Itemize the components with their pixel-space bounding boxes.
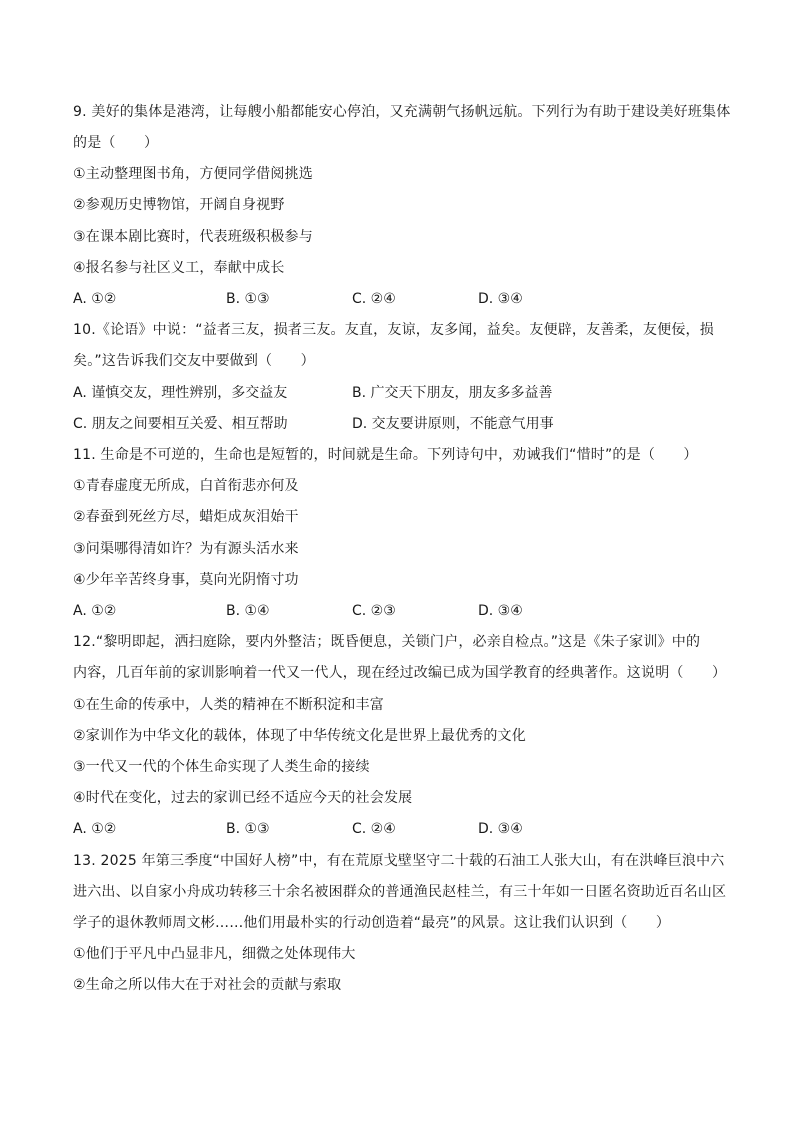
statement: ②生命之所以伟大在于对社会的贡献与索取 [73,977,342,993]
option-d: D. ③④ [478,291,523,307]
option-d: D. 交友要讲原则，不能意气用事 [352,416,554,432]
option-b: B. ①④ [226,603,270,619]
question-stem-line: 9. 美好的集体是港湾，让每艘小船都能安心停泊，又充满朝气扬帆远航。下列行为有助于建设美好班集体 [73,104,731,120]
statement: ①青春虚度无所成，白首衔悲亦何及 [73,478,299,494]
statement: ③一代又一代的个体生命实现了人类生命的接续 [73,759,370,775]
option-b: B. ①③ [226,821,270,837]
option-a: A. ①② [73,291,117,307]
question-stem-line: 内容，几百年前的家训影响着一代又一代人，现在经过改编已成为国学教育的经典著作。这说明（ ） [73,665,727,681]
option-a: A. ①② [73,603,117,619]
question-stem-line: 矣。”这告诉我们交友中要做到（ ） [73,353,315,369]
statement: ①他们于平凡中凸显非凡，细微之处体现伟大 [73,946,356,962]
option-b: B. ①③ [226,291,270,307]
option-c: C. 朋友之间要相互关爱、相互帮助 [73,416,288,432]
option-c: C. ②③ [352,603,396,619]
option-a: A. ①② [73,821,117,837]
question-stem-line: 13. 2025 年第三季度“中国好人榜”中，有在荒原戈壁坚守二十载的石油工人张大山，有在洪峰巨浪中六 [73,853,725,869]
option-b: B. 广交天下朋友，朋友多多益善 [352,385,553,401]
option-d: D. ③④ [478,603,523,619]
question-stem-line: 10.《论语》中说：“益者三友，损者三友。友直，友谅，友多闻，益矣。友便辟，友善柔，友便佞，损 [73,322,714,338]
statement: ③在课本剧比赛时，代表班级积极参与 [73,229,313,245]
question-stem-line: 的是（ ） [73,135,159,151]
question-stem-line: 12.“黎明即起，洒扫庭除，要内外整洁；既昏便息，关锁门户，必亲自检点。”这是《朱子家训》中的 [73,634,701,650]
question-stem-line: 进六出、以自家小舟成功转移三十余名被困群众的普通渔民赵桂兰，有三十年如一日匿名资助近百名山区 [73,884,727,900]
statement: ②家训作为中华文化的载体，体现了中华传统文化是世界上最优秀的文化 [73,728,526,744]
question-stem-line: 学子的退休教师周文彬……他们用最朴实的行动创造着“最亮”的风景。这让我们认识到（ ） [73,915,671,931]
statement: ②参观历史博物馆，开阔自身视野 [73,197,285,213]
option-a: A. 谨慎交友，理性辨别，多交益友 [73,385,288,401]
statement: ①主动整理图书角，方便同学借阅挑选 [73,166,313,182]
option-d: D. ③④ [478,821,523,837]
statement: ③问渠哪得清如许？为有源头活水来 [73,541,299,557]
question-stem-line: 11. 生命是不可逆的，生命也是短暂的，时间就是生命。下列诗句中，劝诫我们“惜时”的是（ ） [73,447,698,463]
statement: ④少年辛苦终身事，莫向光阴惰寸功 [73,572,299,588]
statement: ①在生命的传承中，人类的精神在不断积淀和丰富 [73,697,384,713]
statement: ④时代在变化，过去的家训已经不适应今天的社会发展 [73,790,413,806]
statement: ④报名参与社区义工，奉献中成长 [73,260,285,276]
option-c: C. ②④ [352,821,396,837]
statement: ②春蚕到死丝方尽，蜡炬成灰泪始干 [73,509,299,525]
option-c: C. ②④ [352,291,396,307]
